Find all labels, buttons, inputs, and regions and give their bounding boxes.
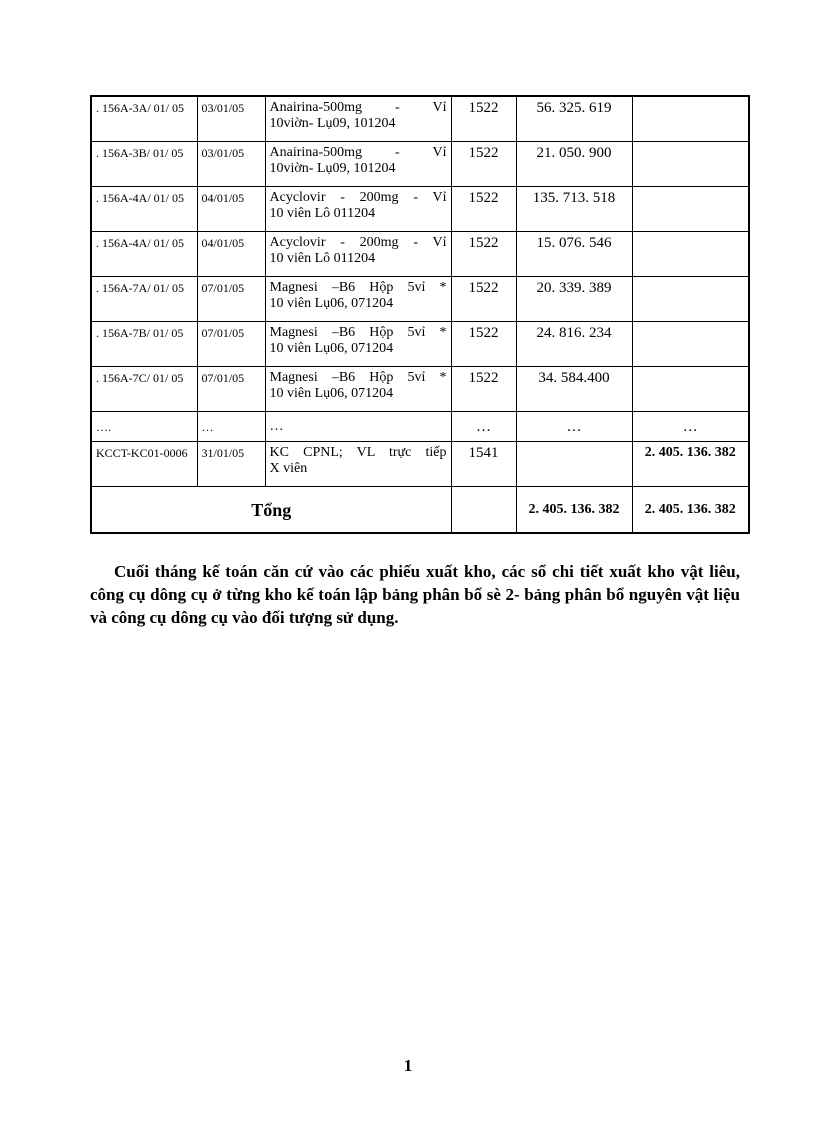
voucher-cell: . 156A-7C/ 01/ 05	[91, 367, 197, 412]
ellipsis-cell: …	[197, 412, 265, 442]
description-line-2: 10viờn- Lụ09, 101204	[269, 161, 396, 176]
credit-cell: 2. 405. 136. 382	[632, 442, 749, 487]
credit-cell	[632, 367, 749, 412]
description-line-1: Magnesi –B6 Hộp 5vỉ *	[269, 370, 447, 385]
transfer-row	[91, 442, 749, 487]
debit-cell	[516, 442, 632, 487]
description-line-1: Magnesi –B6 Hộp 5vỉ *	[269, 280, 447, 295]
account-cell: 1522	[451, 96, 516, 142]
ellipsis-cell: …	[265, 412, 451, 442]
date-cell: 03/01/05	[197, 96, 265, 142]
total-row	[91, 487, 749, 534]
description-cell	[265, 187, 451, 232]
description-cell	[265, 322, 451, 367]
date-cell: 07/01/05	[197, 277, 265, 322]
total-credit-cell: 2. 405. 136. 382	[632, 487, 749, 534]
account-cell: 1522	[451, 277, 516, 322]
account-cell: 1522	[451, 322, 516, 367]
account-cell: 1522	[451, 367, 516, 412]
description-line-2: 10 viên Lô 011204	[269, 206, 376, 221]
voucher-cell: . 156A-3A/ 01/ 05	[91, 96, 197, 142]
description-cell	[265, 142, 451, 187]
table-row	[91, 96, 749, 142]
voucher-cell: . 156A-4A/ 01/ 05	[91, 232, 197, 277]
table-row	[91, 322, 749, 367]
description-cell	[265, 442, 451, 487]
credit-cell	[632, 142, 749, 187]
description-line-1: Anairina-500mg - Vỉ	[269, 145, 447, 160]
description-cell	[265, 277, 451, 322]
debit-cell: 56. 325. 619	[516, 96, 632, 142]
credit-cell	[632, 232, 749, 277]
description-line-2: 10 viên Lô 011204	[269, 251, 376, 266]
table-row	[91, 187, 749, 232]
voucher-cell: . 156A-4A/ 01/ 05	[91, 187, 197, 232]
description-line-2: 10 viên Lụ06, 071204	[269, 296, 394, 311]
description-cell	[265, 367, 451, 412]
description-line-2: 10 viên Lụ06, 071204	[269, 341, 394, 356]
account-cell: 1522	[451, 232, 516, 277]
debit-cell: 135. 713. 518	[516, 187, 632, 232]
description-line-1: Acyclovir - 200mg - Vỉ	[269, 235, 447, 250]
description-line-2: 10viờn- Lụ09, 101204	[269, 116, 396, 131]
page-number: 1	[403, 1056, 413, 1075]
table-row	[91, 277, 749, 322]
voucher-cell: . 156A-7A/ 01/ 05	[91, 277, 197, 322]
ellipsis-cell: …	[632, 412, 749, 442]
ellipsis-cell: …	[451, 412, 516, 442]
date-cell: 04/01/05	[197, 187, 265, 232]
ledger-body	[91, 96, 749, 533]
date-cell: 31/01/05	[197, 442, 265, 487]
ledger-table	[90, 95, 750, 534]
account-cell: 1522	[451, 142, 516, 187]
description-line-1: Magnesi –B6 Hộp 5vỉ *	[269, 325, 447, 340]
credit-cell	[632, 187, 749, 232]
debit-cell: 15. 076. 546	[516, 232, 632, 277]
debit-cell: 24. 816. 234	[516, 322, 632, 367]
date-cell: 07/01/05	[197, 322, 265, 367]
voucher-cell: KCCT-KC01-0006	[91, 442, 197, 487]
description-line-2: X viên	[269, 461, 308, 476]
body-paragraph: Cuối tháng kế toán căn cứ vào các phiếu xuất kho, các sổ chi tiết xuất kho vật liêu, công cụ dông cụ ở từng kho kế toán lập bảng phân bổ sè 2- bảng phân bổ nguyên vật liệu và công cụ dông cụ vào đối tượng sử dụng.	[90, 562, 740, 627]
account-cell: 1541	[451, 442, 516, 487]
date-cell: 03/01/05	[197, 142, 265, 187]
credit-cell	[632, 96, 749, 142]
date-cell: 04/01/05	[197, 232, 265, 277]
description-line-1: Acyclovir - 200mg - Vỉ	[269, 190, 447, 205]
credit-cell	[632, 277, 749, 322]
description-line-1: Anairina-500mg - Vỉ	[269, 100, 447, 115]
ellipsis-row	[91, 412, 749, 442]
date-cell: 07/01/05	[197, 367, 265, 412]
description-cell	[265, 96, 451, 142]
table-row	[91, 232, 749, 277]
total-label: Tổng	[91, 487, 451, 534]
table-row	[91, 367, 749, 412]
table-row	[91, 142, 749, 187]
description-line-2: 10 viên Lụ06, 071204	[269, 386, 394, 401]
total-debit-cell: 2. 405. 136. 382	[516, 487, 632, 534]
voucher-cell: . 156A-3B/ 01/ 05	[91, 142, 197, 187]
ellipsis-cell: …	[516, 412, 632, 442]
debit-cell: 21. 050. 900	[516, 142, 632, 187]
total-account-cell	[451, 487, 516, 534]
description-line-1: KC CPNL; VL trực tiếp	[269, 445, 447, 460]
account-cell: 1522	[451, 187, 516, 232]
debit-cell: 34. 584.400	[516, 367, 632, 412]
description-cell	[265, 232, 451, 277]
debit-cell: 20. 339. 389	[516, 277, 632, 322]
credit-cell	[632, 322, 749, 367]
voucher-cell: . 156A-7B/ 01/ 05	[91, 322, 197, 367]
ellipsis-cell: ….	[91, 412, 197, 442]
